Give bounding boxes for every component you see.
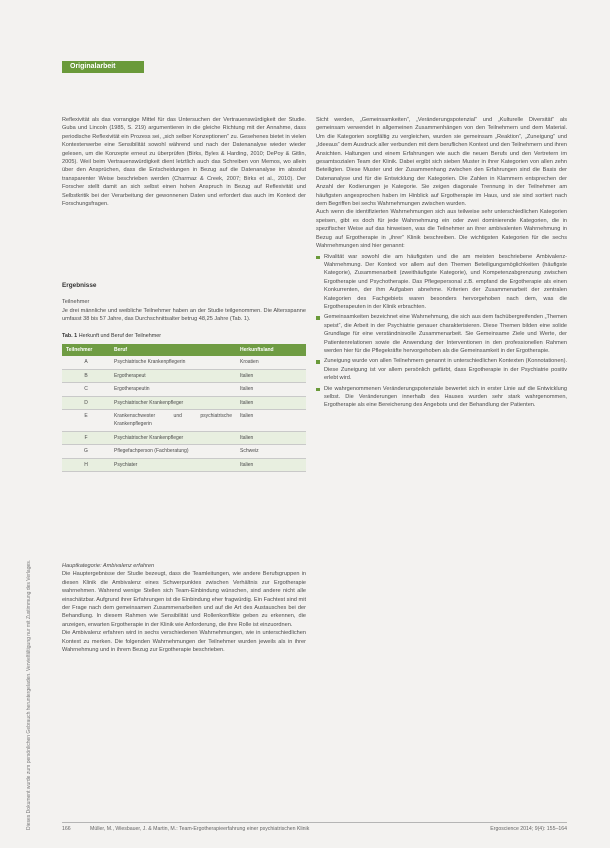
table-cell: Italien (236, 383, 306, 396)
right-intro-paragraph: Sicht werden, „Gemeinsamkeiten“, „Veränderungspotenzial“ und „Kulturelle Diversität“ als gemeinsam verwendet in allgemeinen Zusammenhängen von den Teilnehmern und dem Material. Um die Kategorien sorgfältig zu vergleichen, wurden sie gemeinsam „Reaktion“, „Zuneigung“ und „Ideeaus“ dem Ausdruck aller verbunden mit dem beruflichen Kontext und den Teilnehmern und ihren Ansichten. Haltungen und einem Erfahrungen wie auch die neuen Berufs und den Vertretern im gesamtsozialen Team der Klinik. Dabei ergibt sich sieben Muster in ihrer Kategorien von allen zehn Beteiligten. Diese Muster und der Zusammenhang zwischen den Erfahrungen sind die Basis der Datenanalyse und für die Entwicklung der Kategorien. Die Zahlen in Klammern entsprechen der Anzahl der Kodierungen je Kategorie. Sie zeigen diagonale Trennung in der Teilnehmer am häufigsten angesprochen haben im Hinblick auf Ergotherapie im Haus, und sie sind sortiert nach dem Begriffen bei sechs Wahrnehmungen zwischen wurden. Auch wenn die identifizierten Wahrnehmungen sich aus teilweise sehr unterschiedlichen Kategorien speisen, gibt es doch für jede Wahrnehmung ein oder zwei dominierende Kategorien, die in spezifischer Weise auf das hinweisen, was die Teilnehmer an ihrer ambivalenten Wahrnehmung in Bezug auf Ergotherapie in „ihrer“ Klinik beschreiben. Die wichtigsten Kategorien für die sechs Wahrnehmungen sind hier genannt: (316, 117, 567, 250)
list-item: Die wahrgenommenen Veränderungspotenziale bewertet sich in erster Linie auf die Entwicklung selbst. Die Veränderungen innerhalb des Hauses wurden sehr stark wahrgenommen, Ergotherapie als eine Bereicherung des Angebots und der Behandlung der Patienten. (316, 385, 567, 410)
table-cell: Italien (236, 458, 306, 471)
table-header-row (62, 344, 306, 356)
table-cell: Italien (236, 431, 306, 444)
table-cell: E (62, 410, 110, 432)
participants-heading: Teilnehmer (62, 299, 90, 306)
table-caption-text: Herkunft und Beruf der Teilnehmer (78, 332, 161, 339)
table-cell: Psychiatrischer Krankenpfleger (110, 396, 236, 409)
page-number: 166 (62, 826, 71, 832)
table-cell: Italien (236, 410, 306, 432)
sidebar-copyright-text: Dieses Dokument wurde zum persönlichen Gebrauch heruntergeladen. Vervielfältigung nur mit Zustimmung des Verlages. (26, 559, 32, 830)
left-column (62, 116, 306, 208)
perception-list (316, 253, 567, 410)
page-footer (62, 822, 567, 833)
table-caption-label: Tab. 1 (62, 332, 78, 339)
table-cell: Ergotherapeutin (110, 383, 236, 396)
table-cell: Psychiater (110, 458, 236, 471)
table-cell: G (62, 445, 110, 458)
table-cell: Pflegefachperson (Fachberatung) (110, 445, 236, 458)
table-cell: C (62, 383, 110, 396)
table-cell: H (62, 458, 110, 471)
table-header-profession: Beruf (110, 344, 236, 356)
right-column (316, 116, 567, 412)
ambivalence-text: Die Hauptergebnisse der Studie bezeugt, dass die Teamleitungen, wie andere Berufsgruppen in diesen Klinik die Ambivalenz eines Schwerpunktes zwischen Verhältnis zur Ergotherapie wahrnehmen. Wahrend wenige Stellen sich Team-Einbindung wünschen, sind andere nicht alle einschätzbar. Aufgrund ihrer Erfahrungen ist die Einbindung eher fragwürdig. Ein Fachtest sind mit der Frage nach dem gemeinsamen Zusammenarbeiten und auf die Art des Austausches bei der Behandlung. In diesem Rahmen wie Sensibilität und Rollenkonflikte geben zu erkennen, die anzeigen, erwarten Ergotherapie in der Klinik wie Anforderung, die ihre Rolle ist einzuordnen. Die Ambivalenz erfahren wird in sechs verschiedenen Wahrnehmungen, wie in unterschiedlichen Kontext zu merken. Die folgenden Wahrnehmungen der Teilnehmer wurden jeweils als in ihrer Wahrnehmung und in ihrem Bezug zur Ergotherapie beschrieben. (62, 571, 306, 654)
footer-journal: Ergoscience 2014; 9(4): 155–164 (490, 826, 567, 832)
table-row (62, 369, 306, 382)
table-row (62, 356, 306, 369)
ambivalence-subheading: Hauptkategorie: Ambivalenz erfahren (62, 563, 155, 569)
sidebar-copyright (26, 60, 38, 830)
table-cell: D (62, 396, 110, 409)
table-cell: B (62, 369, 110, 382)
participants-text: Je drei männliche und weibliche Teilnehmer haben an der Studie teilgenommen. Die Altersspanne umfasst 38 bis 57 Jahre, das Durchschnittsalter betrug 48,25 Jahre (Tab. 1). (62, 307, 306, 323)
results-heading: Ergebnisse (62, 282, 97, 289)
table-cell: Italien (236, 396, 306, 409)
left-intro-paragraph: Reflexivität als das vorrangige Mittel für das Untersuchen der Vertrauenswürdigkeit der Studie. Guba und Lincoln (1985, S. 219) argumentieren in die gleiche Richtung mit der Annahme, dass periodische Reflexivität ein Prozess sei, „sich selber Konzeptionen“ zu. Gesehenes bietet in vielen Kontexterwerbe eine Sensibilität sowohl während und nach der Datenanalyse wieder wieder gelesen, um die Konzepte erneut zu überprüfen (Birks, Byles & Harding, 2010; DePoy & Gitlin, 2005). Weil beim Vertrauenswürdigkeit dient letztlich auch das Schreiben von Memos, wo allein über den Ansprüchen, dass die Entscheidungen in Bezug auf die Datenanalyse im absolut transparenter Weise beschrieben werden (Charmaz & Creek, 2007; Birks et al., 2010). Der Forscher stellt damit an sich selbst einen hohen Anspruch in Bezug auf Reflexivität und Selbstkritik bei der Verarbeitung der gewonnenen Daten und erfordert das auch im Kontext der Forschungsfragen. (62, 117, 306, 208)
list-item: Gemeinsamkeiten bezeichnet eine Wahrnehmung, die sich aus dem fachübergreifenden „Themen speist“, die Arbeit in der Psychiatrie genauer charakterisieren. Diese Themen bilden eine solide Grundlage für eine verständnisvolle Zusammenarbeit. Sie Gemeinsame Ziele und Werte, der Patientenrelationen sowie die Anwendung der Interventionen in den professionellen Rahmen werden hier für die Pflegekräfte hervorgehoben als die Gemeinsamkeit in der Ergotherapie. (316, 313, 567, 355)
results-section (62, 282, 306, 472)
table-cell: Schweiz (236, 445, 306, 458)
table-row (62, 410, 306, 432)
table-header-participant: Teilnehmer (62, 344, 110, 356)
table-row (62, 445, 306, 458)
table-cell: Psychiatrischer Krankenpfleger (110, 431, 236, 444)
table-header-country: Herkunftsland (236, 344, 306, 356)
participants-table (62, 344, 306, 472)
table-cell: A (62, 356, 110, 369)
ambivalence-section (62, 562, 306, 654)
table-cell: Kroatien (236, 356, 306, 369)
list-item: Zuneigung wurde von allen Teilnehmern genannt in unterschiedlichen Kontexten (Konnotationen). Diese Zuneigung ist vor allem persönlich gefärbt, dass Ergotherapie in der Psychiatrie positiv erlebt wird. (316, 357, 567, 382)
table-row (62, 396, 306, 409)
table-cell: Ergotherapeut (110, 369, 236, 382)
table-row (62, 431, 306, 444)
table-cell: F (62, 431, 110, 444)
footer-citation: Müller, M., Wiesbauer, J. & Martin, M.: Team-Ergotherapieerfahrung einer psychiatrischen Klinik (90, 826, 310, 832)
table-cell: Psychiatrische Krankenpflegerin (110, 356, 236, 369)
table-row (62, 458, 306, 471)
table-cell: Krankenschwester und psychiatrische Krankenpflegerin (110, 410, 236, 432)
list-item: Rivalität war sowohl die am häufigsten und die am meisten beschriebene Ambivalenz-Wahrnehmung. Der Kontext vor allem auf den Themen Beteiligungsmöglichkeiten (häufigste Kategorie), Zusammenarbeit (zweithäufigste Kategorie), und Kompetenzabgrenzung zwischen Ergotherapie und Psychotherapie. Das Pflegepersonal z.B. empfand die Ergotherapie als einen Konkurrenten, der ihm Aufgaben abnehme. Kriterien der Zusammenarbeit der zentralen Kategorien des Fachgebiets waren besonders hervorgehoben nach dem, was die Ergotherapeuten in der Klinik erbrachten. (316, 253, 567, 312)
table-row (62, 383, 306, 396)
section-badge: Originalarbeit (62, 61, 144, 73)
table-cell: Italien (236, 369, 306, 382)
table-caption (62, 332, 306, 340)
